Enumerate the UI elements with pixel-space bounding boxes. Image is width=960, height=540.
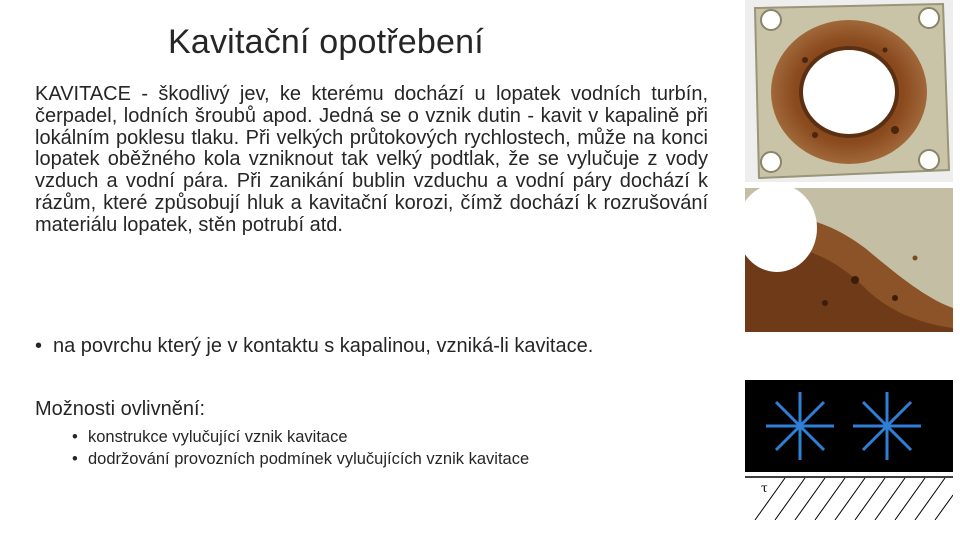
- intro-term: KAVITACE: [35, 83, 131, 105]
- list-item: [72, 448, 529, 470]
- intro-text: - škodlivý jev, ke kterému dochází u lopatek vodních turbín, čerpadel, lodních šroubů apod. Jedná se o vznik dutin - kavit v kapalině při lokálním poklesu tlaku. Při velkých průtokových rychlostech, může na konci lopatek oběžného kola vzniknout tak velký podtlak, že se vylučuje z vody vzduch a vodní pára. Při zanikání bublin vzduchu a vodní páry dochází k rázům, které způsobují hluk a kavitační korozi, čímž dochází k rozrušování materiálu lopatek, stěn potrubí atd.: [35, 83, 708, 236]
- surface-photo-svg: [745, 188, 953, 332]
- diagram-label: τ: [761, 481, 768, 495]
- bullet-dot: •: [72, 428, 78, 446]
- bullet-dot: •: [35, 335, 43, 357]
- bullet-main-text: na povrchu který je v kontaktu s kapalinou, vzniká-li kavitace.: [53, 335, 594, 357]
- wall-hatching: [755, 478, 953, 520]
- subheading: Možnosti ovlivnění:: [35, 398, 206, 420]
- cavitation-corroded-surface-photo: [745, 188, 953, 332]
- list-item-text: dodržování provozních podmínek vylučujících vznik kavitace: [88, 450, 530, 468]
- gasket-photo-svg: [745, 0, 953, 182]
- diagram-svg: [745, 380, 953, 520]
- intro-paragraph: [35, 84, 708, 237]
- burst-left-icon: [766, 392, 834, 460]
- burst-right-icon: [853, 392, 921, 460]
- cavitation-damaged-gasket-photo: [745, 0, 953, 182]
- bullet-dot: •: [72, 450, 78, 468]
- list-item: [72, 426, 529, 448]
- list-item-text: konstrukce vylučující vznik kavitace: [88, 428, 348, 446]
- sub-list: [72, 426, 529, 470]
- bullet-main: [35, 334, 725, 358]
- slide-title: Kavitační opotřebení: [168, 23, 484, 61]
- bubble-collapse-diagram: [745, 380, 953, 520]
